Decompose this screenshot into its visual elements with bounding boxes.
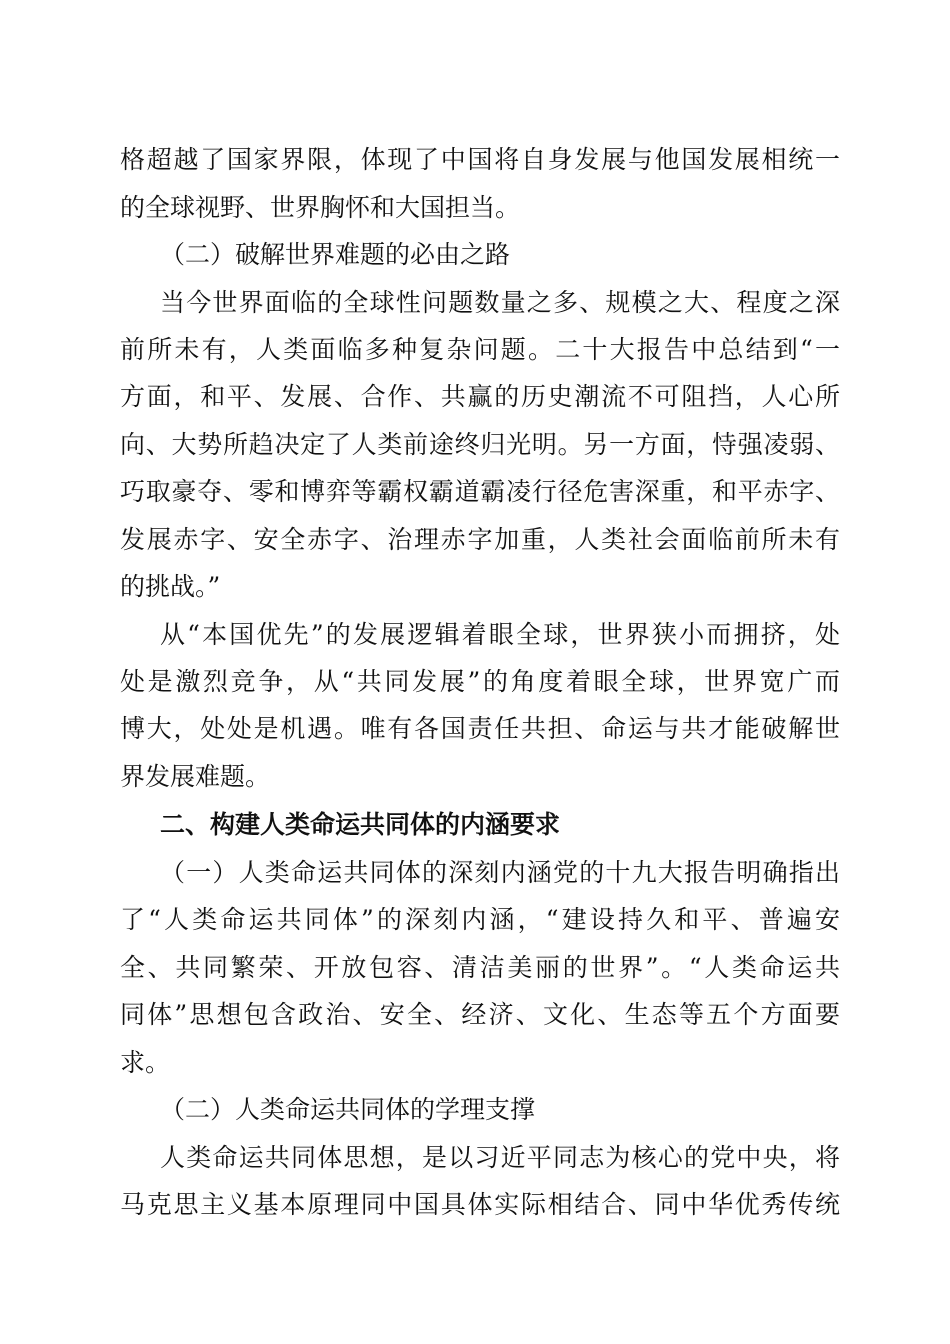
paragraph-line: 处是激烈竞争，从“共同发展”的角度着眼全球，世界宽广而 [120, 667, 840, 696]
paragraph-line: 发展赤字、安全赤字、治理赤字加重，人类社会面临前所未有 [120, 525, 840, 554]
section-heading: （二）破解世界难题的必由之路 [160, 240, 511, 269]
paragraph-line: 前所未有，人类面临多种复杂问题。二十大报告中总结到“一 [120, 335, 840, 364]
chapter-heading: 二、构建人类命运共同体的内涵要求 [160, 810, 561, 839]
paragraph-line: （一）人类命运共同体的深刻内涵党的十九大报告明确指出 [160, 858, 840, 887]
paragraph-line: 马克思主义基本原理同中国具体实际相结合、同中华优秀传统 [120, 1190, 840, 1219]
paragraph-line: 当今世界面临的全球性问题数量之多、规模之大、程度之深 [160, 288, 840, 317]
paragraph-line: 人类命运共同体思想，是以习近平同志为核心的党中央，将 [160, 1143, 840, 1172]
paragraph-line: 从“本国优先”的发展逻辑着眼全球，世界狭小而拥挤，处 [160, 620, 840, 649]
paragraph-line: 的全球视野、世界胸怀和大国担当。 [120, 193, 521, 222]
paragraph-line: 同体”思想包含政治、安全、经济、文化、生态等五个方面要 [120, 1000, 840, 1029]
section-heading: （二）人类命运共同体的学理支撑 [160, 1095, 536, 1124]
paragraph-line: 格超越了国家界限，体现了中国将自身发展与他国发展相统一 [120, 145, 840, 174]
paragraph-line: 全、共同繁荣、开放包容、清洁美丽的世界”。“人类命运共 [120, 953, 840, 982]
paragraph-line: 了“人类命运共同体”的深刻内涵，“建设持久和平、普遍安 [120, 905, 840, 934]
paragraph-line: 向、大势所趋决定了人类前途终归光明。另一方面，恃强凌弱、 [120, 430, 840, 459]
paragraph-line: 巧取豪夺、零和博弈等霸权霸道霸凌行径危害深重，和平赤字、 [120, 477, 840, 506]
paragraph-line: 的挑战。” [120, 572, 221, 601]
paragraph-line: 求。 [120, 1048, 171, 1077]
paragraph-line: 博大，处处是机遇。唯有各国责任共担、命运与共才能破解世 [120, 714, 840, 743]
paragraph-line: 方面，和平、发展、合作、共赢的历史潮流不可阻挡，人心所 [120, 382, 840, 411]
paragraph-line: 界发展难题。 [120, 762, 271, 791]
